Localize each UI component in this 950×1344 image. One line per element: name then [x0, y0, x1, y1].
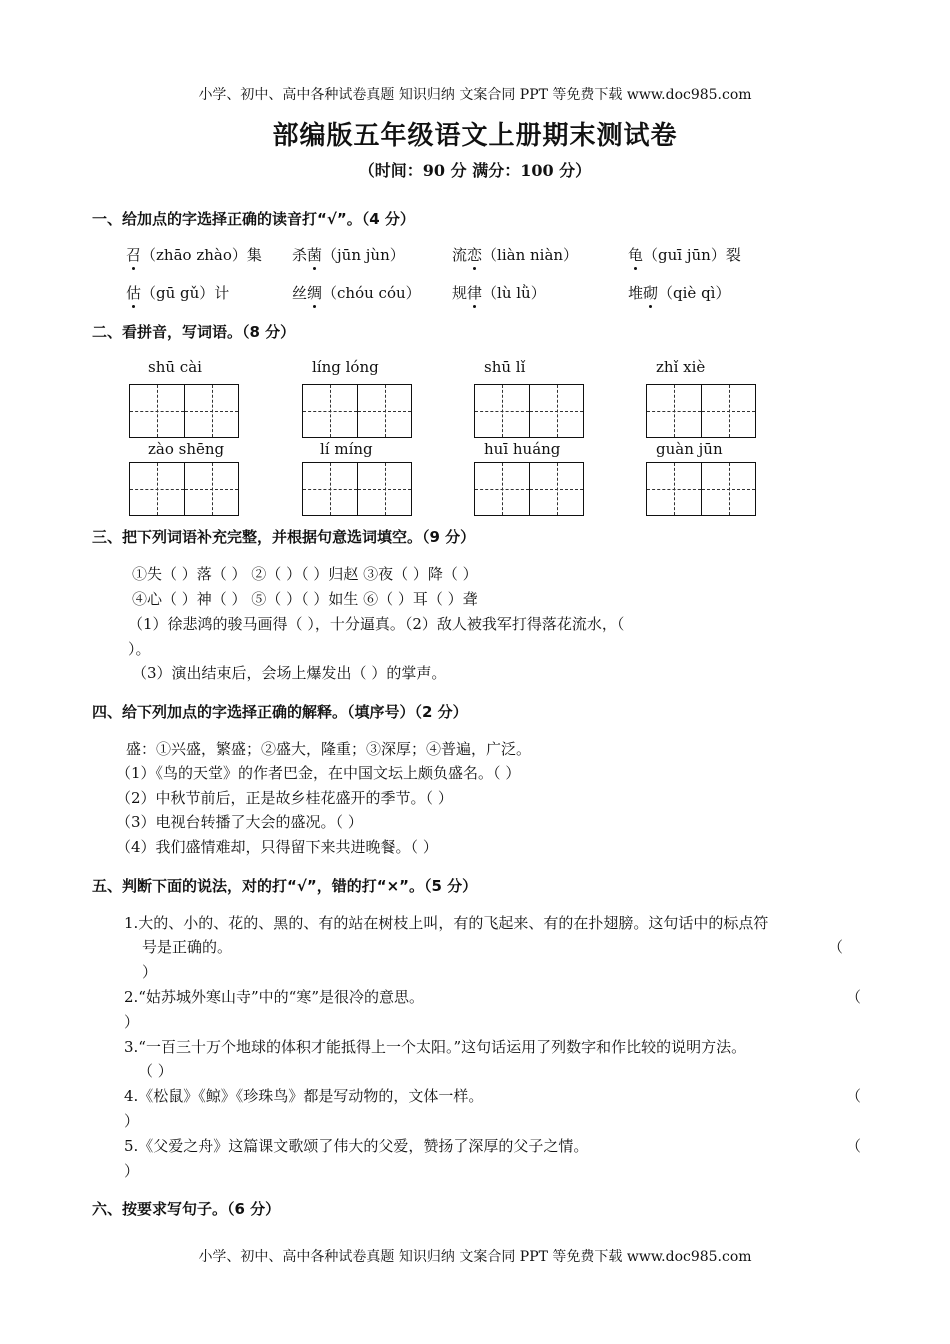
pinyin-1: shū cài — [148, 358, 202, 376]
s5-item-2: 2.“姑苏城外寒山寺”中的“寒”是很冷的意思。 — [124, 988, 424, 1006]
s5-item-1: 1.大的、小的、花的、黑的、有的站在树枝上叫，有的飞起来、有的在扑翅膀。这句话中的标点符 — [124, 914, 769, 932]
s1-item-7: 规律（lù lǜ） — [452, 284, 546, 302]
writing-box[interactable] — [646, 462, 756, 516]
pinyin-4: zhǐ xiè — [656, 358, 706, 376]
s4-question-4: （4）我们盛情难却，只得留下来共进晚餐。（ ） — [116, 838, 438, 856]
writing-box[interactable] — [474, 384, 584, 438]
s5-item-3-answer: （ ） — [138, 1062, 173, 1080]
writing-box[interactable] — [474, 462, 584, 516]
pinyin-7: huī huáng — [484, 440, 561, 458]
writing-box[interactable] — [302, 462, 412, 516]
s4-question-1: （1）《鸟的天堂》的作者巴金，在中国文坛上颇负盛名。（ ） — [116, 764, 521, 782]
pinyin-2: líng lóng — [312, 358, 379, 376]
s5-paren-open: （ — [846, 1137, 862, 1155]
writing-box[interactable] — [129, 384, 239, 438]
section-3-heading: 三、把下列词语补充完整，并根据句意选词填空。（9 分） — [92, 528, 476, 546]
s5-paren-open: （ — [846, 1087, 862, 1105]
s4-definition: 盛：①兴盛，繁盛；②盛大，隆重；③深厚；④普遍，广泛。 — [126, 740, 532, 758]
s1-item-8: 堆砌（qiè qì） — [628, 284, 731, 302]
s4-question-2: （2）中秋节前后，正是故乡桂花盛开的季节。（ ） — [116, 789, 453, 807]
s5-item-4: 4.《松鼠》《鲸》《珍珠鸟》都是写动物的，文体一样。 — [124, 1087, 484, 1105]
section-4-heading: 四、给下列加点的字选择正确的解释。（填序号）（2 分） — [92, 703, 468, 721]
writing-box[interactable] — [302, 384, 412, 438]
s1-item-6: 丝绸（chóu cóu） — [292, 284, 421, 302]
writing-box[interactable] — [129, 462, 239, 516]
s5-paren-open: （ — [828, 938, 844, 956]
s3-idioms-line-2: ④心（ ）神（ ） ⑤（ ）（ ）如生 ⑥（ ）耳（ ）聋 — [132, 590, 478, 608]
section-6-heading: 六、按要求写句子。（6 分） — [92, 1200, 281, 1218]
exam-info: （时间：90 分 满分：100 分） — [358, 161, 592, 180]
s3-idioms-line-1: ①失（ ）落（ ） ②（ ）（ ）归赵 ③夜（ ）降（ ） — [132, 565, 478, 583]
s4-question-3: （3）电视台转播了大会的盛况。（ ） — [116, 813, 363, 831]
s1-item-2: 杀菌（jūn jùn） — [292, 246, 405, 264]
s5-paren-close: ） — [124, 1013, 140, 1031]
section-2-heading: 二、看拼音，写词语。（8 分） — [92, 323, 296, 341]
pinyin-8: guàn jūn — [656, 440, 723, 458]
s5-paren-close: ） — [124, 1112, 140, 1130]
s5-item-3: 3.“一百三十万个地球的体积才能抵得上一个太阳。”这句话运用了列数字和作比较的说明方法。 — [124, 1038, 747, 1056]
s1-item-3: 流恋（liàn niàn） — [452, 246, 579, 264]
s1-item-5: 估（gū gǔ）计 — [126, 284, 230, 302]
pinyin-6: lí míng — [320, 440, 373, 458]
section-5-heading: 五、判断下面的说法，对的打“√”，错的打“×”。（5 分） — [92, 877, 478, 895]
s5-paren-open: （ — [846, 988, 862, 1006]
page-title: 部编版五年级语文上册期末测试卷 — [272, 121, 678, 151]
pinyin-3: shū lǐ — [484, 358, 526, 376]
s5-paren-close: ） — [142, 963, 158, 981]
s1-item-4: 龟（guī jūn）裂 — [628, 246, 741, 264]
writing-box[interactable] — [646, 384, 756, 438]
pinyin-5: zào shēng — [148, 440, 225, 458]
s5-item-5: 5.《父爱之舟》这篇课文歌颂了伟大的父爱，赞扬了深厚的父子之情。 — [124, 1137, 589, 1155]
s5-paren-close: ） — [124, 1162, 140, 1180]
page-footer: 小学、初中、高中各种试卷真题 知识归纳 文案合同 PPT 等免费下载 www.doc985.com — [198, 1249, 752, 1265]
s3-fill-3: （3）演出结束后，会场上爆发出（ ）的掌声。 — [132, 664, 447, 682]
s5-item-1-cont: 号是正确的。 — [142, 938, 233, 956]
s3-fill-1-end: ）。 — [128, 640, 151, 658]
s3-fill-1: （1）徐悲鸿的骏马画得（ ），十分逼真。（2）敌人被我军打得落花流水，（ — [128, 615, 625, 633]
page-header: 小学、初中、高中各种试卷真题 知识归纳 文案合同 PPT 等免费下载 www.doc985.com — [198, 87, 752, 103]
section-1-heading: 一、给加点的字选择正确的读音打“√”。（4 分） — [92, 210, 415, 228]
s1-item-1: 召（zhāo zhào）集 — [126, 246, 262, 264]
